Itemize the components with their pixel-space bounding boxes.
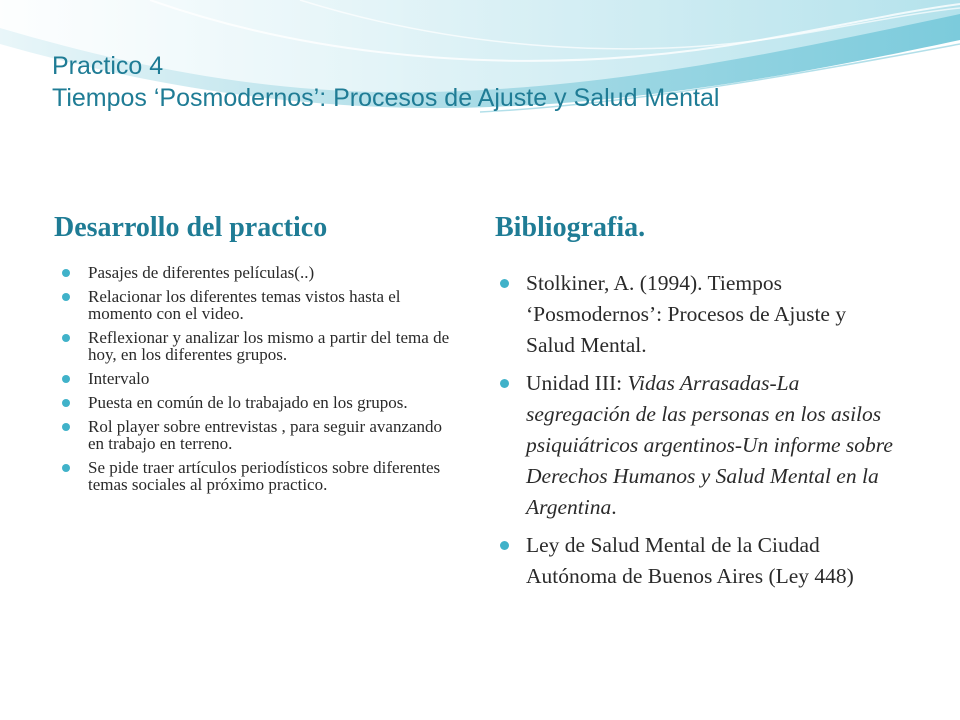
right-column-heading: Bibliografia.: [495, 212, 646, 243]
list-item: Reflexionar y analizar los mismo a partir del tema de hoy, en los diferentes grupos.: [62, 329, 462, 363]
list-item: Pasajes de diferentes películas(..): [62, 264, 462, 281]
slide-title: [52, 50, 932, 114]
bibliography-item: Stolkiner, A. (1994). Tiempos ‘Posmodernos’: Procesos de Ajuste y Salud Mental.: [500, 268, 900, 361]
bullet-icon: [62, 423, 70, 431]
bullet-icon: [62, 293, 70, 301]
bullet-icon: [500, 379, 509, 388]
bibliography-list: [500, 268, 900, 599]
list-item: Intervalo: [62, 370, 462, 387]
title-line-1: Practico 4: [52, 52, 164, 80]
list-item: Se pide traer artículos periodísticos sobre diferentes temas sociales al próximo practico.: [62, 459, 462, 493]
development-list: [62, 264, 462, 500]
left-column-heading: Desarrollo del practico: [54, 212, 328, 243]
bullet-icon: [62, 464, 70, 472]
bullet-icon: [500, 541, 509, 550]
bibliography-item: Ley de Salud Mental de la Ciudad Autónoma de Buenos Aires (Ley 448): [500, 530, 900, 592]
list-item: Rol player sobre entrevistas , para seguir avanzando en trabajo en terreno.: [62, 418, 462, 452]
title-line-2: Tiempos ‘Posmodernos’: Procesos de Ajuste y Salud Mental: [52, 84, 720, 112]
list-item: Puesta en común de lo trabajado en los grupos.: [62, 394, 462, 411]
bullet-icon: [62, 269, 70, 277]
bibliography-item: Unidad III: Vidas Arrasadas-La segregación de las personas en los asilos psiquiátricos argentinos-Un informe sobre Derechos Humanos y Salud Mental en la Argentina.: [500, 368, 900, 523]
bullet-icon: [62, 334, 70, 342]
bullet-icon: [500, 279, 509, 288]
bullet-icon: [62, 375, 70, 383]
list-item: Relacionar los diferentes temas vistos hasta el momento con el video.: [62, 288, 462, 322]
bullet-icon: [62, 399, 70, 407]
